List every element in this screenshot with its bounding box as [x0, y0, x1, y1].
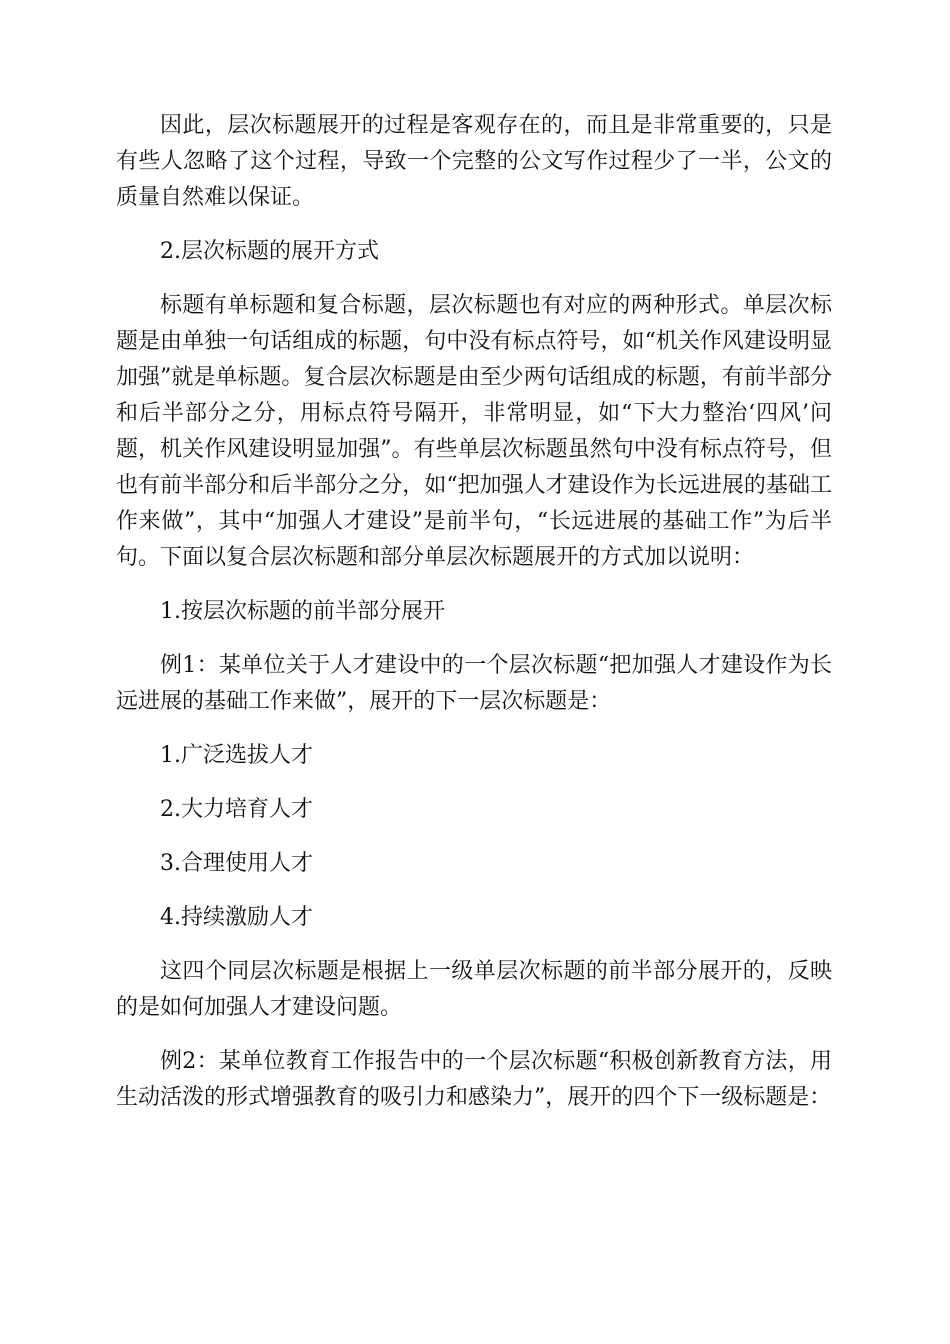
document-body — [116, 108, 832, 1134]
paragraph-example-2: 例2：某单位教育工作报告中的一个层次标题“积极创新教育方法，用生动活泼的形式增强教育的吸引力和感染力”，展开的四个下一级标题是： — [116, 1049, 832, 1110]
list-item: 3.合理使用人才 — [160, 851, 313, 876]
paragraph-explanation: 这四个同层次标题是根据上一级单层次标题的前半部分展开的，反映的是如何加强人才建设问题。 — [116, 959, 832, 1020]
list-item: 2.大力培育人才 — [160, 797, 313, 822]
paragraph-example-1: 例1：某单位关于人才建设中的一个层次标题“把加强人才建设作为长远进展的基础工作来做”，展开的下一层次标题是： — [116, 653, 832, 714]
paragraph-conclusion: 因此，层次标题展开的过程是客观存在的，而且是非常重要的，只是有些人忽略了这个过程，导致一个完整的公文写作过程少了一半，公文的质量自然难以保证。 — [116, 113, 832, 210]
section-heading: 2.层次标题的展开方式 — [160, 239, 379, 264]
list-item: 1.广泛选拔人才 — [160, 743, 313, 768]
subsection-heading: 1.按层次标题的前半部分展开 — [160, 599, 445, 624]
paragraph-title-types: 标题有单标题和复合标题，层次标题也有对应的两种形式。单层次标题是由单独一句话组成的标题，句中没有标点符号，如“机关作风建设明显加强”就是单标题。复合层次标题是由至少两句话组成的标题，有前半部分和后半部分之分，用标点符号隔开，非常明显，如“下大力整治‘四风’问题，机关作风建设明显加强”。有些单层次标题虽然句中没有标点符号，但也有前半部分和后半部分之分，如“把加强人才建设作为长远进展的基础工作来做”，其中“加强人才建设”是前半句，“长远进展的基础工作”为后半句。下面以复合层次标题和部分单层次标题展开的方式加以说明： — [116, 293, 832, 570]
list-item: 4.持续激励人才 — [160, 905, 313, 930]
